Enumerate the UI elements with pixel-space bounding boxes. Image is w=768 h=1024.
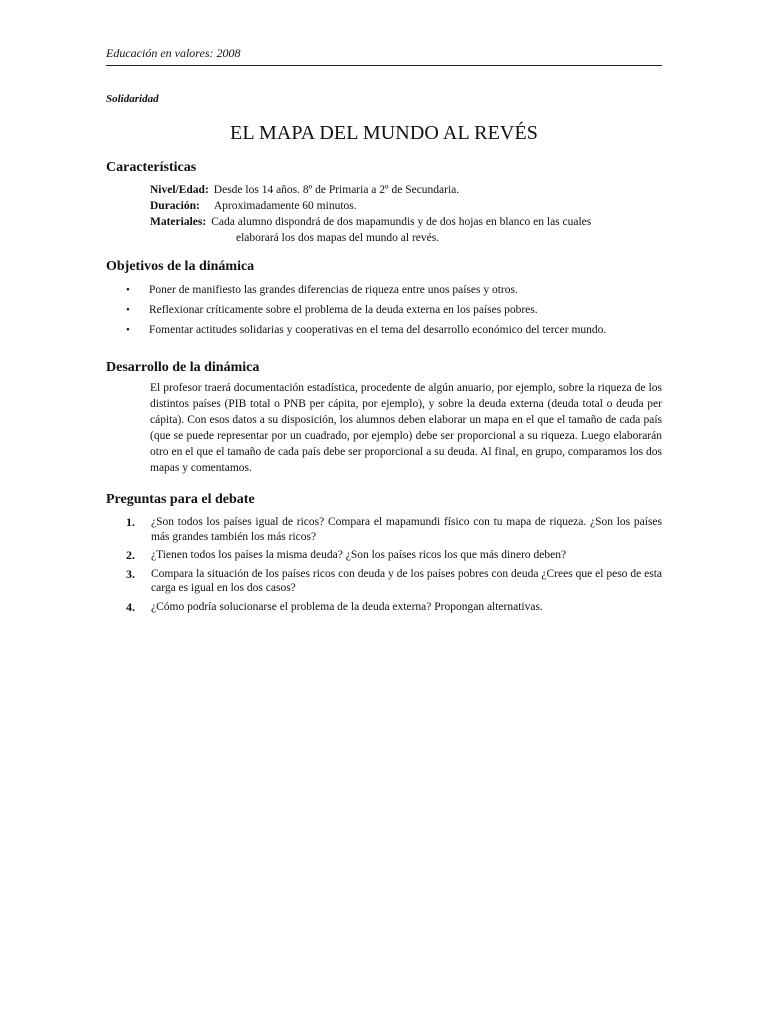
question-number: 1.: [126, 515, 135, 529]
characteristic-row-level: [150, 182, 662, 198]
characteristic-label: Duración:: [150, 200, 200, 212]
characteristics-list: [150, 182, 662, 246]
objective-text: Fomentar actitudes solidarias y cooperativas en el tema del desarrollo económico del tercer mundo.: [149, 324, 607, 336]
debate-heading: Preguntas para el debate: [106, 492, 255, 507]
bullet-icon: •: [126, 284, 130, 296]
question-number: 2.: [126, 548, 135, 562]
running-header: Educación en valores: 2008: [106, 46, 241, 60]
objective-text: Poner de manifiesto las grandes diferencias de riqueza entre unos países y otros.: [149, 284, 518, 296]
header-divider: [106, 65, 662, 66]
characteristics-heading: Características: [106, 160, 197, 175]
list-item: [126, 567, 662, 596]
bullet-icon: •: [126, 304, 130, 316]
question-text: ¿Son todos los países igual de ricos? Compara el mapamundi físico con tu mapa de riqueza. ¿Son los países más grandes también los más ricos?: [151, 516, 662, 543]
question-text: ¿Cómo podría solucionarse el problema de la deuda externa? Propongan alternativas.: [151, 600, 543, 613]
characteristic-label: Nivel/Edad:: [150, 184, 209, 196]
list-item: [126, 302, 662, 318]
category-label: Solidaridad: [106, 93, 159, 105]
document-title: EL MAPA DEL MUNDO AL REVÉS: [230, 122, 538, 144]
objective-text: Reflexionar críticamente sobre el problema de la deuda externa en los países pobres.: [149, 304, 538, 316]
list-item: [126, 548, 662, 563]
objectives-list: [126, 282, 662, 342]
characteristic-value: Desde los 14 años. 8º de Primaria a 2º de Secundaria.: [213, 184, 460, 196]
list-item: [126, 282, 662, 298]
list-item: [126, 600, 662, 615]
objectives-heading: Objetivos de la dinámica: [106, 259, 255, 274]
characteristic-label: Materiales:: [150, 216, 207, 228]
characteristic-row-duration: [150, 198, 662, 214]
list-item: [126, 322, 662, 338]
question-text: ¿Tienen todos los países la misma deuda? ¿Son los países ricos los que más dinero deben?: [151, 549, 567, 561]
question-number: 3.: [126, 566, 135, 581]
question-text: Compara la situación de los países ricos con deuda y de los países pobres con deuda ¿Crees que el peso de esta carga es igual en los dos casos?: [151, 567, 662, 594]
development-paragraph: El profesor traerá documentación estadística, procedente de algún anuario, por ejemplo, sobre la riqueza de los distintos países (PIB total o PNB per cápita, por ejemplo), y sobre la deuda externa (deuda total o deuda per cápita). Con esos datos a su disposición, los alumnos deben elaborar un mapa en el que el tamaño de cada país (que se puede representar por un cuadrado, por ejemplo) debe ser proporcional a su riqueza. Luego elaborarán otro en el que el tamaño de cada país debe ser proporcional a su deuda. Al final, en grupo, comparamos los dos mapas y comentamos.: [150, 382, 662, 474]
characteristic-value-continuation: elaborará los dos mapas del mundo al revés.: [236, 232, 440, 244]
debate-questions: [126, 515, 662, 618]
development-heading: Desarrollo de la dinámica: [106, 360, 260, 375]
characteristic-row-materials: [150, 214, 662, 230]
characteristic-value: Cada alumno dispondrá de dos mapamundis y de dos hojas en blanco en las cuales: [211, 216, 592, 228]
list-item: [126, 515, 662, 544]
bullet-icon: •: [126, 324, 130, 336]
characteristic-value: Aproximadamente 60 minutos.: [213, 200, 357, 212]
question-number: 4.: [126, 599, 135, 614]
